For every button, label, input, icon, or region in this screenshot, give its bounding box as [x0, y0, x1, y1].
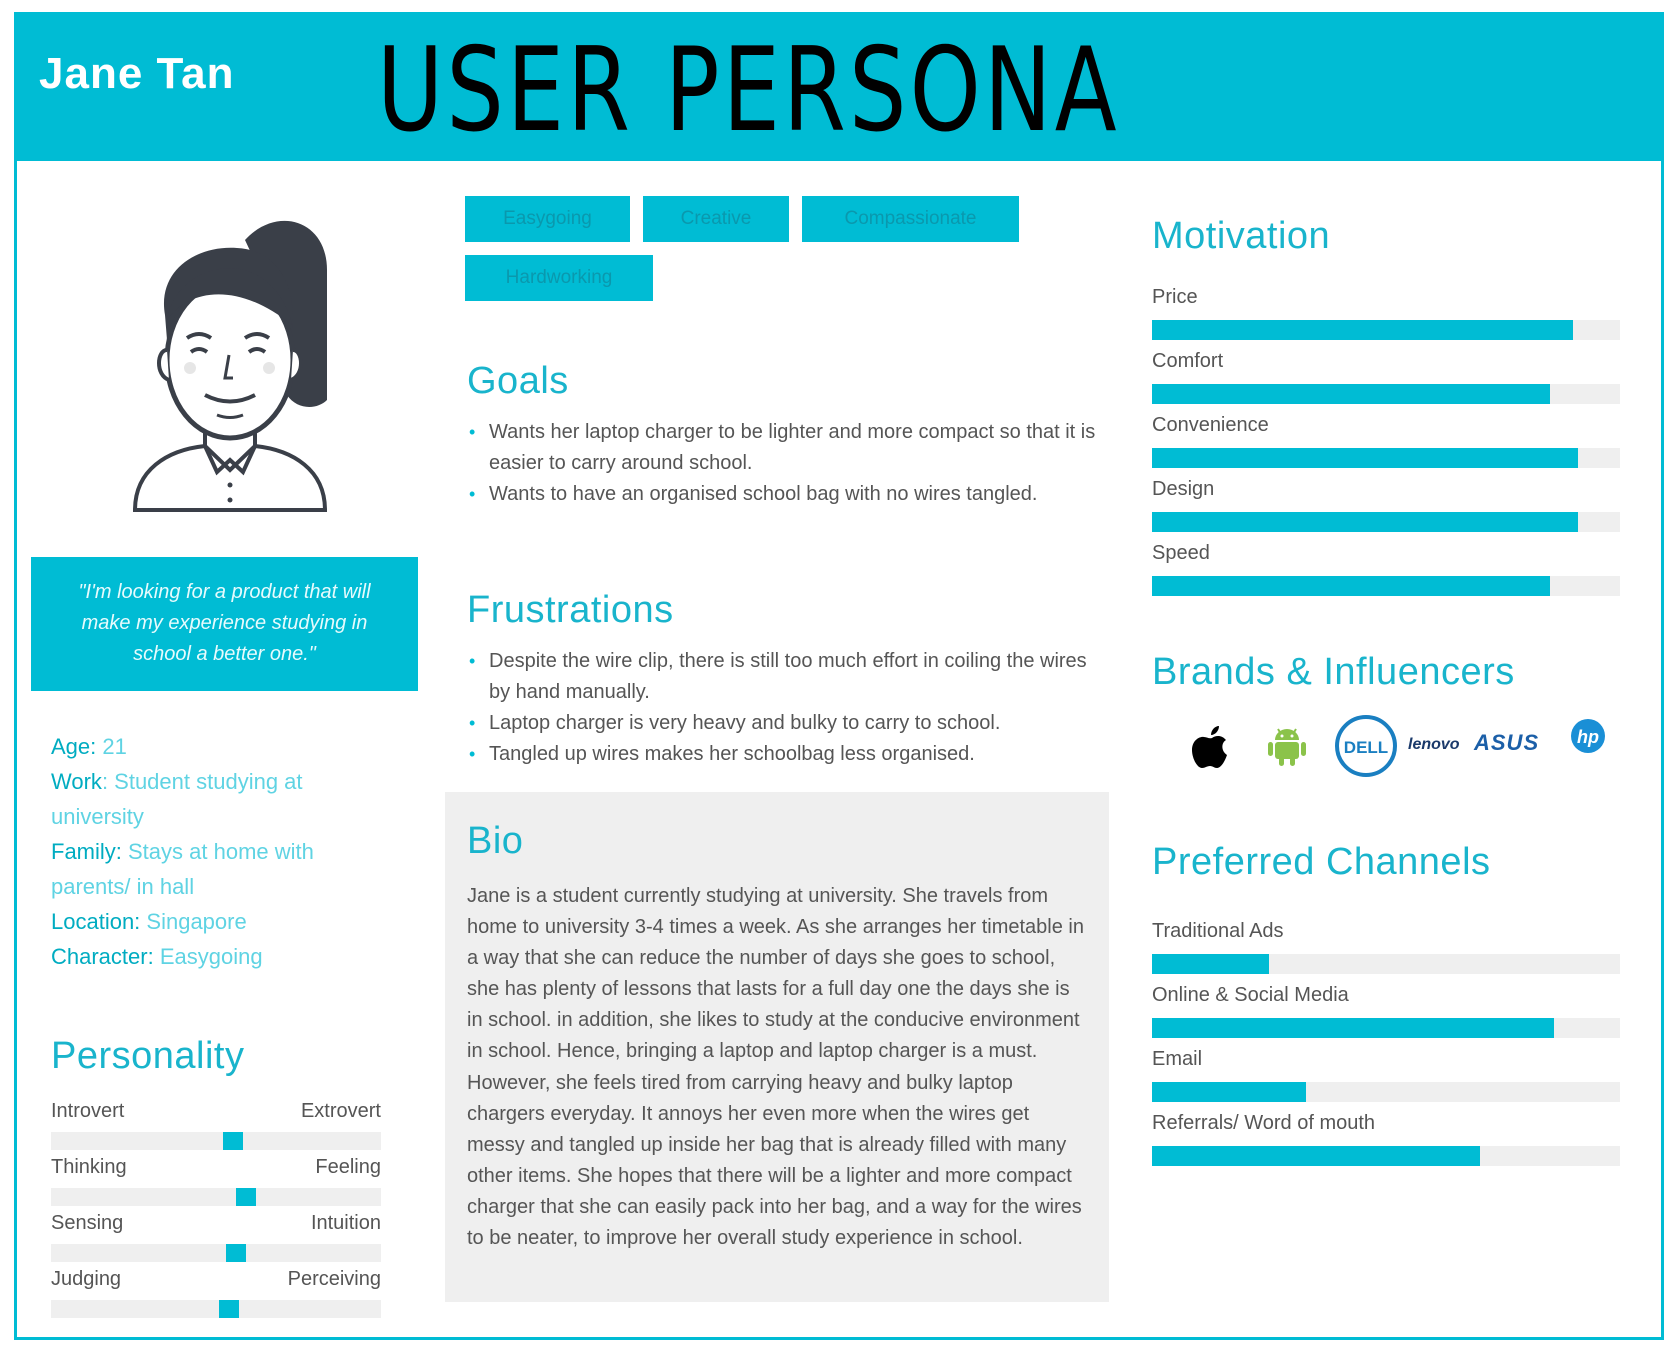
dell-logo-icon — [1334, 714, 1398, 778]
frustrations-section — [467, 589, 1107, 770]
hp-logo-icon — [1570, 718, 1606, 754]
personality-left-label: Sensing — [51, 1212, 124, 1234]
motivation-bar-fill — [1152, 384, 1550, 404]
persona-card — [14, 12, 1664, 1340]
page-title: USER PERSONA — [377, 23, 1120, 158]
brands-section — [1152, 651, 1622, 794]
motivation-bar-row — [1152, 542, 1622, 606]
motivation-bar-row — [1152, 286, 1622, 350]
motivation-bar-row — [1152, 414, 1622, 478]
channel-bar-fill — [1152, 1018, 1554, 1038]
channel-bar-row — [1152, 1048, 1622, 1112]
channel-bar-row — [1152, 1112, 1622, 1176]
channel-bar-row — [1152, 920, 1622, 984]
channel-bar-label: Email — [1152, 1048, 1203, 1070]
tag-creative: Creative — [643, 196, 789, 242]
personality-scales — [51, 1100, 381, 1322]
frustrations-title: Frustrations — [467, 589, 674, 631]
motivation-bar-track — [1152, 384, 1620, 404]
list-item: • Despite the wire clip, there is still too much effort in coiling the wires by hand manually. — [467, 646, 1107, 708]
bio-text: Jane is a student currently studying at university. She travels from home to university 3-4 times a week. As she arranges her timetable in a way that she can reduce the number of days she goes to school, she has plenty of lessons that lasts for a full day one the days she is in school. in addition, she likes to study at the conducive environment in school. Hence, bringing a laptop and laptop charger is a must. However, she feels tired from carrying heavy and bulky laptop chargers everyday. It annoys her even more when the wires get messy and tangled up inside her bag that is already filled with many other items. She hopes that there will be a lighter and more compact charger that she can easily pack into her bag, and a way for the wires to be neater, to improve her overall study experience in school. — [467, 885, 1084, 1250]
list-item: • Wants to have an organised school bag with no wires tangled. — [467, 479, 1107, 510]
personality-marker — [223, 1132, 243, 1150]
motivation-bar-label: Comfort — [1152, 350, 1224, 372]
motivation-bar-label: Price — [1152, 286, 1198, 308]
android-logo-icon — [1268, 726, 1306, 766]
channel-bar-label: Online & Social Media — [1152, 984, 1349, 1006]
apple-logo-icon — [1192, 724, 1232, 770]
channel-bar-label: Traditional Ads — [1152, 920, 1284, 942]
bio-title: Bio — [467, 820, 524, 862]
brands-title: Brands & Influencers — [1152, 651, 1515, 693]
personality-marker — [226, 1244, 246, 1262]
header-bar — [17, 15, 1661, 161]
personality-right-label: Intuition — [310, 1212, 381, 1234]
channel-bar-fill — [1152, 1082, 1306, 1102]
svg-text:hp: hp — [1577, 727, 1599, 747]
motivation-bar-track — [1152, 320, 1620, 340]
channel-bar-label: Referrals/ Word of mouth — [1152, 1112, 1376, 1134]
motivation-bar-row — [1152, 478, 1622, 542]
personality-right-label: Extrovert — [300, 1100, 381, 1122]
channel-bar-track — [1152, 1146, 1620, 1166]
motivation-bar-track — [1152, 512, 1620, 532]
personality-title: Personality — [51, 1035, 245, 1077]
brand-logos — [1152, 714, 1622, 794]
goals-title: Goals — [467, 360, 569, 402]
fact-age: Age: 21 — [51, 734, 127, 759]
tag-compassionate: Compassionate — [802, 196, 1019, 242]
motivation-bar-label: Convenience — [1152, 414, 1269, 436]
personality-left-label: Judging — [51, 1268, 122, 1290]
channel-bar-fill — [1152, 954, 1269, 974]
frustrations-list — [467, 646, 1107, 770]
persona-name: Jane Tan — [39, 49, 235, 98]
svg-text:DELL: DELL — [1343, 738, 1389, 757]
motivation-bar-label: Design — [1152, 478, 1215, 500]
motivation-bar-row — [1152, 350, 1622, 414]
personality-scale — [51, 1268, 381, 1322]
channel-bar-track — [1152, 954, 1620, 974]
avatar-illustration — [127, 210, 337, 520]
channel-bar-fill — [1152, 1146, 1480, 1166]
personality-track — [51, 1132, 381, 1150]
persona-quote: "I'm looking for a product that will make my experience studying in school a better one." — [31, 557, 418, 691]
goals-list — [467, 417, 1107, 510]
fact-location: Location: Singapore — [51, 909, 247, 934]
personality-track — [51, 1244, 381, 1262]
personality-left-label: Introvert — [51, 1100, 125, 1122]
channel-bar-track — [1152, 1018, 1620, 1038]
motivation-bar-fill — [1152, 512, 1578, 532]
motivation-title: Motivation — [1152, 215, 1331, 257]
personality-track — [51, 1300, 381, 1318]
personality-scale — [51, 1100, 381, 1154]
list-item: • Wants her laptop charger to be lighter and more compact so that it is easier to carry around school. — [467, 417, 1107, 479]
personality-track — [51, 1188, 381, 1206]
personality-right-label: Feeling — [315, 1156, 381, 1178]
channels-section — [1152, 841, 1622, 1176]
motivation-section — [1152, 215, 1622, 606]
motivation-bars — [1152, 286, 1622, 606]
personality-left-label: Thinking — [51, 1156, 127, 1178]
fact-work: Work: Student studying at university — [51, 769, 303, 829]
channels-title: Preferred Channels — [1152, 841, 1491, 883]
motivation-bar-track — [1152, 448, 1620, 468]
personality-scale — [51, 1156, 381, 1210]
bio-section — [445, 792, 1109, 1302]
personality-scale — [51, 1212, 381, 1266]
motivation-bar-label: Speed — [1152, 542, 1210, 564]
motivation-bar-track — [1152, 576, 1620, 596]
tag-easygoing: Easygoing — [465, 196, 630, 242]
list-item: • Laptop charger is very heavy and bulky to carry to school. — [467, 708, 1107, 739]
channel-bars — [1152, 920, 1622, 1176]
channel-bar-row — [1152, 984, 1622, 1048]
fact-family: Family: Stays at home with parents/ in hall — [51, 839, 314, 899]
tag-hardworking: Hardworking — [465, 255, 653, 301]
list-item: • Tangled up wires makes her schoolbag less organised. — [467, 739, 1107, 770]
motivation-bar-fill — [1152, 448, 1578, 468]
personality-section — [51, 1035, 381, 1322]
personality-right-label: Perceiving — [287, 1268, 381, 1290]
fact-character: Character: Easygoing — [51, 944, 263, 969]
channel-bar-track — [1152, 1082, 1620, 1102]
persona-facts — [51, 729, 381, 974]
lenovo-logo-icon: lenovo — [1408, 736, 1460, 753]
motivation-bar-fill — [1152, 320, 1573, 340]
asus-logo-icon: ASUS — [1474, 730, 1540, 755]
goals-section — [467, 360, 1107, 510]
personality-marker — [219, 1300, 239, 1318]
personality-marker — [236, 1188, 256, 1206]
motivation-bar-fill — [1152, 576, 1550, 596]
